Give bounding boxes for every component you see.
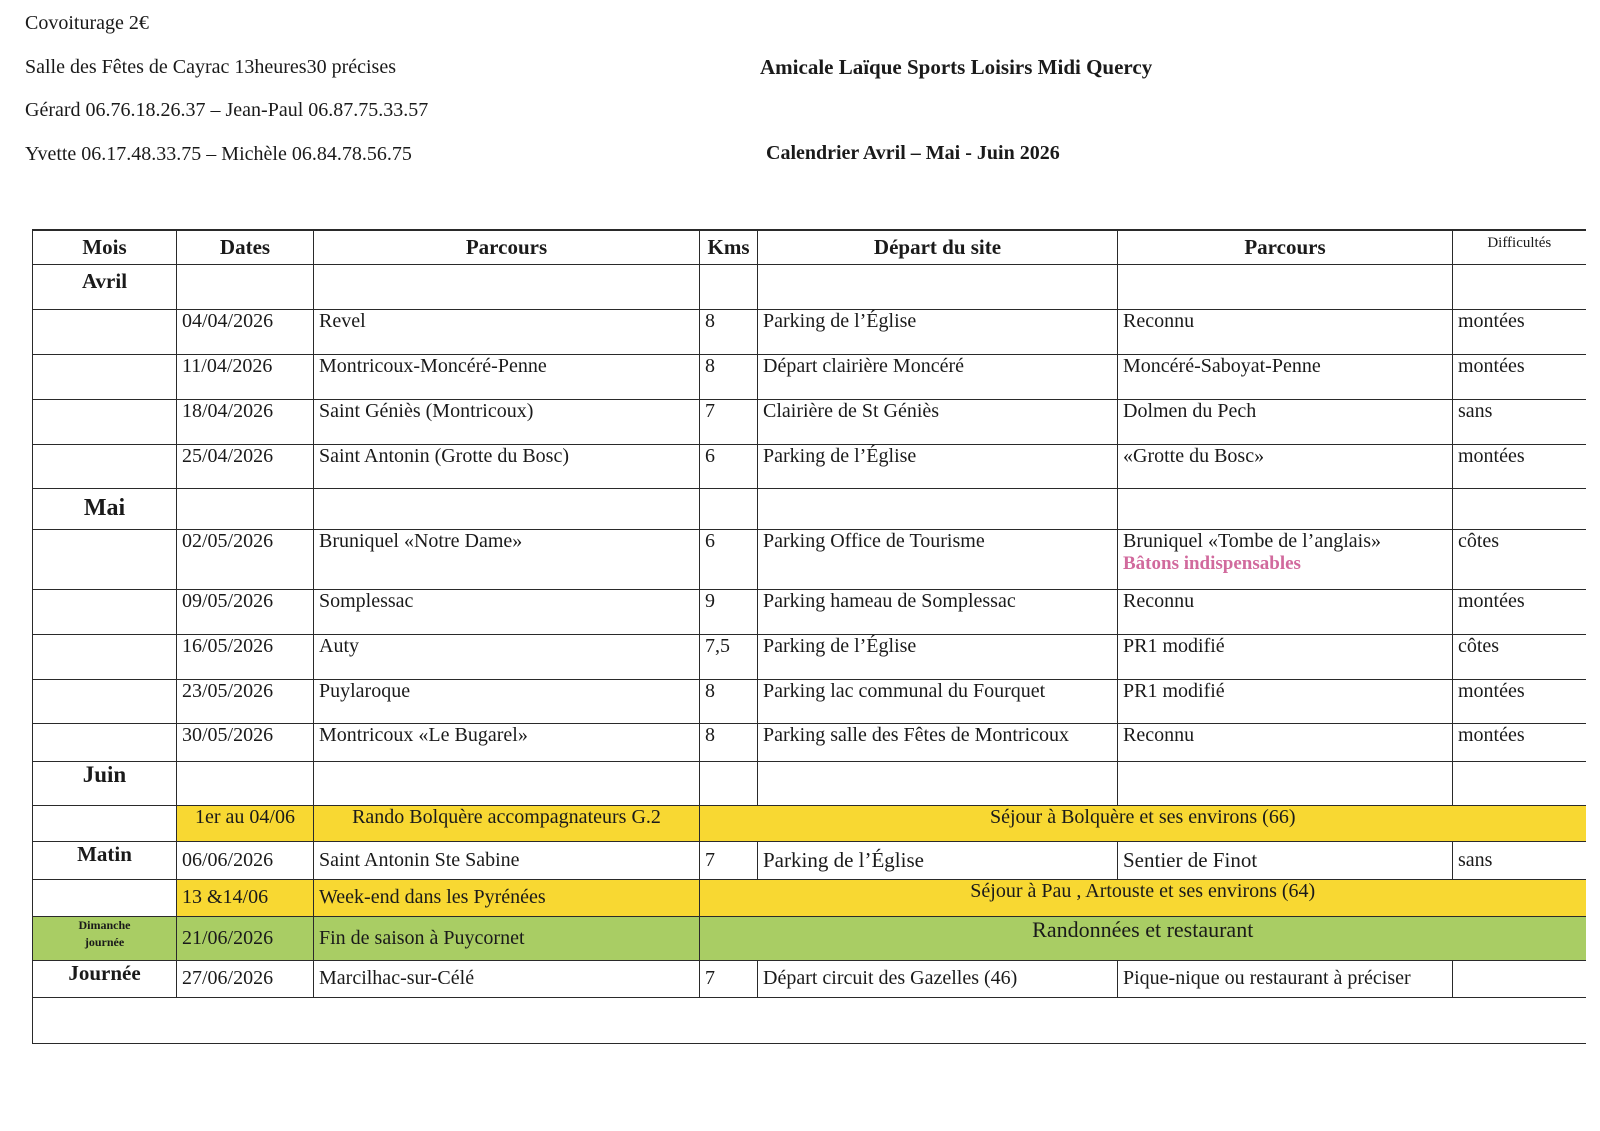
- header-row: [33, 230, 1586, 264]
- parcours2-cell: Pique-nique ou restaurant à préciser: [1118, 960, 1453, 997]
- kms-cell: 8: [700, 354, 758, 399]
- depart-cell: Parking de l’Église: [758, 634, 1118, 679]
- month-row-avril: [33, 264, 1586, 309]
- calendar-title: Calendrier Avril – Mai - Juin 2026: [766, 142, 1060, 164]
- depart-cell: Parking de l’Église: [758, 841, 1118, 879]
- parcours-cell: Fin de saison à Puycornet: [314, 916, 700, 960]
- kms-cell: 8: [700, 679, 758, 723]
- empty-row: [33, 997, 1586, 1043]
- date-cell: 25/04/2026: [177, 444, 314, 488]
- col-depart: Départ du site: [758, 230, 1118, 264]
- label-dimanche: Dimanche: [78, 917, 131, 932]
- parcours-cell: Saint Géniès (Montricoux): [314, 399, 700, 444]
- table-row: [33, 399, 1586, 444]
- table-row-journee: [33, 960, 1586, 997]
- col-kms: Kms: [700, 230, 758, 264]
- restaurant-span-cell: Randonnées et restaurant: [700, 916, 1586, 960]
- contacts-line-2: Yvette 06.17.48.33.75 – Michèle 06.84.78.56.75: [25, 143, 412, 165]
- date-cell: 09/05/2026: [177, 589, 314, 634]
- difficulte-cell: montées: [1453, 354, 1586, 399]
- parcours-cell: Revel: [314, 309, 700, 354]
- table-row-sejour-bolquere: [33, 805, 1586, 841]
- sejour-span-cell: Séjour à Bolquère et ses environs (66): [700, 805, 1586, 841]
- difficulte-cell: sans: [1453, 841, 1586, 879]
- difficulte-cell: montées: [1453, 589, 1586, 634]
- depart-cell: Parking Office de Tourisme: [758, 529, 1118, 589]
- depart-cell: Parking de l’Église: [758, 309, 1118, 354]
- parcours-cell: Marcilhac-sur-Célé: [314, 960, 700, 997]
- table-row-fin-saison: [33, 916, 1586, 960]
- parcours-cell: Rando Bolquère accompagnateurs G.2: [314, 805, 700, 841]
- kms-cell: 7: [700, 960, 758, 997]
- col-parcours-2: Parcours: [1118, 230, 1453, 264]
- depart-cell: Parking de l’Église: [758, 444, 1118, 488]
- table-row-weekend-pyrenees: [33, 879, 1586, 916]
- label-matin: Matin: [33, 841, 177, 879]
- parcours2-cell: «Grotte du Bosc»: [1118, 444, 1453, 488]
- date-cell: 18/04/2026: [177, 399, 314, 444]
- contacts-line-1: Gérard 06.76.18.26.37 – Jean-Paul 06.87.75.33.57: [25, 99, 429, 121]
- calendar-table: [32, 229, 1586, 1044]
- depart-cell: Parking hameau de Somplessac: [758, 589, 1118, 634]
- parcours-cell: Montricoux «Le Bugarel»: [314, 723, 700, 761]
- depart-cell: Clairière de St Géniès: [758, 399, 1118, 444]
- table-row: [33, 634, 1586, 679]
- kms-cell: 8: [700, 723, 758, 761]
- date-cell: 11/04/2026: [177, 354, 314, 399]
- parcours2-cell: PR1 modifié: [1118, 679, 1453, 723]
- kms-cell: 7,5: [700, 634, 758, 679]
- parcours-cell: Auty: [314, 634, 700, 679]
- table-row: [33, 354, 1586, 399]
- table-row: [33, 589, 1586, 634]
- label-dimanche-journee: [33, 916, 177, 960]
- kms-cell: 7: [700, 399, 758, 444]
- parcours2-cell: Sentier de Finot: [1118, 841, 1453, 879]
- date-cell: 30/05/2026: [177, 723, 314, 761]
- depart-cell: Parking salle des Fêtes de Montricoux: [758, 723, 1118, 761]
- difficulte-cell: montées: [1453, 309, 1586, 354]
- table-row-matin: [33, 841, 1586, 879]
- difficulte-cell: montées: [1453, 679, 1586, 723]
- date-cell: 21/06/2026: [177, 916, 314, 960]
- month-row-mai: [33, 488, 1586, 529]
- difficulte-cell: montées: [1453, 444, 1586, 488]
- difficulte-cell: montées: [1453, 723, 1586, 761]
- parcours-cell: Saint Antonin (Grotte du Bosc): [314, 444, 700, 488]
- date-cell: 04/04/2026: [177, 309, 314, 354]
- table-row: [33, 444, 1586, 488]
- club-title: Amicale Laïque Sports Loisirs Midi Quercy: [760, 55, 1153, 79]
- date-cell: 16/05/2026: [177, 634, 314, 679]
- meeting-place: Salle des Fêtes de Cayrac 13heures30 précises: [25, 56, 396, 78]
- date-cell: 02/05/2026: [177, 529, 314, 589]
- parcours2-cell: PR1 modifié: [1118, 634, 1453, 679]
- col-difficultes: Difficultés: [1453, 230, 1586, 264]
- date-cell: 13 &14/06: [177, 879, 314, 916]
- table-row: [33, 723, 1586, 761]
- parcours-cell: Saint Antonin Ste Sabine: [314, 841, 700, 879]
- parcours-cell: Bruniquel «Notre Dame»: [314, 529, 700, 589]
- label-journee-small: journée: [84, 934, 125, 949]
- month-juin: Juin: [33, 761, 177, 805]
- table-row: [33, 679, 1586, 723]
- parcours2-cell: [1118, 529, 1453, 589]
- parcours-cell: Somplessac: [314, 589, 700, 634]
- kms-cell: 6: [700, 529, 758, 589]
- kms-cell: 8: [700, 309, 758, 354]
- depart-cell: Départ circuit des Gazelles (46): [758, 960, 1118, 997]
- sejour-span-cell: Séjour à Pau , Artouste et ses environs (64): [700, 879, 1586, 916]
- carpool-info: Covoiturage 2€: [25, 12, 149, 34]
- parcours2-cell: Reconnu: [1118, 723, 1453, 761]
- date-cell: 23/05/2026: [177, 679, 314, 723]
- col-mois: Mois: [33, 230, 177, 264]
- date-cell: 06/06/2026: [177, 841, 314, 879]
- depart-cell: Départ clairière Moncéré: [758, 354, 1118, 399]
- date-cell: 1er au 04/06: [177, 805, 314, 841]
- col-dates: Dates: [177, 230, 314, 264]
- difficulte-cell: côtes: [1453, 529, 1586, 589]
- parcours-cell: Puylaroque: [314, 679, 700, 723]
- kms-cell: 6: [700, 444, 758, 488]
- parcours2-cell: Moncéré-Saboyat-Penne: [1118, 354, 1453, 399]
- warning-note: Bâtons indispensables: [1123, 552, 1301, 574]
- difficulte-cell: côtes: [1453, 634, 1586, 679]
- label-journee: Journée: [33, 960, 177, 997]
- parcours2-text: Bruniquel «Tombe de l’anglais»: [1123, 529, 1381, 552]
- parcours2-cell: Reconnu: [1118, 309, 1453, 354]
- col-parcours: Parcours: [314, 230, 700, 264]
- month-mai: Mai: [33, 488, 177, 529]
- table-row: [33, 309, 1586, 354]
- table-row: [33, 529, 1586, 589]
- parcours2-cell: Dolmen du Pech: [1118, 399, 1453, 444]
- month-avril: Avril: [33, 264, 177, 309]
- kms-cell: 9: [700, 589, 758, 634]
- kms-cell: 7: [700, 841, 758, 879]
- date-cell: 27/06/2026: [177, 960, 314, 997]
- difficulte-cell: sans: [1453, 399, 1586, 444]
- parcours-cell: Montricoux-Moncéré-Penne: [314, 354, 700, 399]
- month-row-juin: [33, 761, 1586, 805]
- parcours2-cell: Reconnu: [1118, 589, 1453, 634]
- difficulte-cell: [1453, 960, 1586, 997]
- parcours-cell: Week-end dans les Pyrénées: [314, 879, 700, 916]
- depart-cell: Parking lac communal du Fourquet: [758, 679, 1118, 723]
